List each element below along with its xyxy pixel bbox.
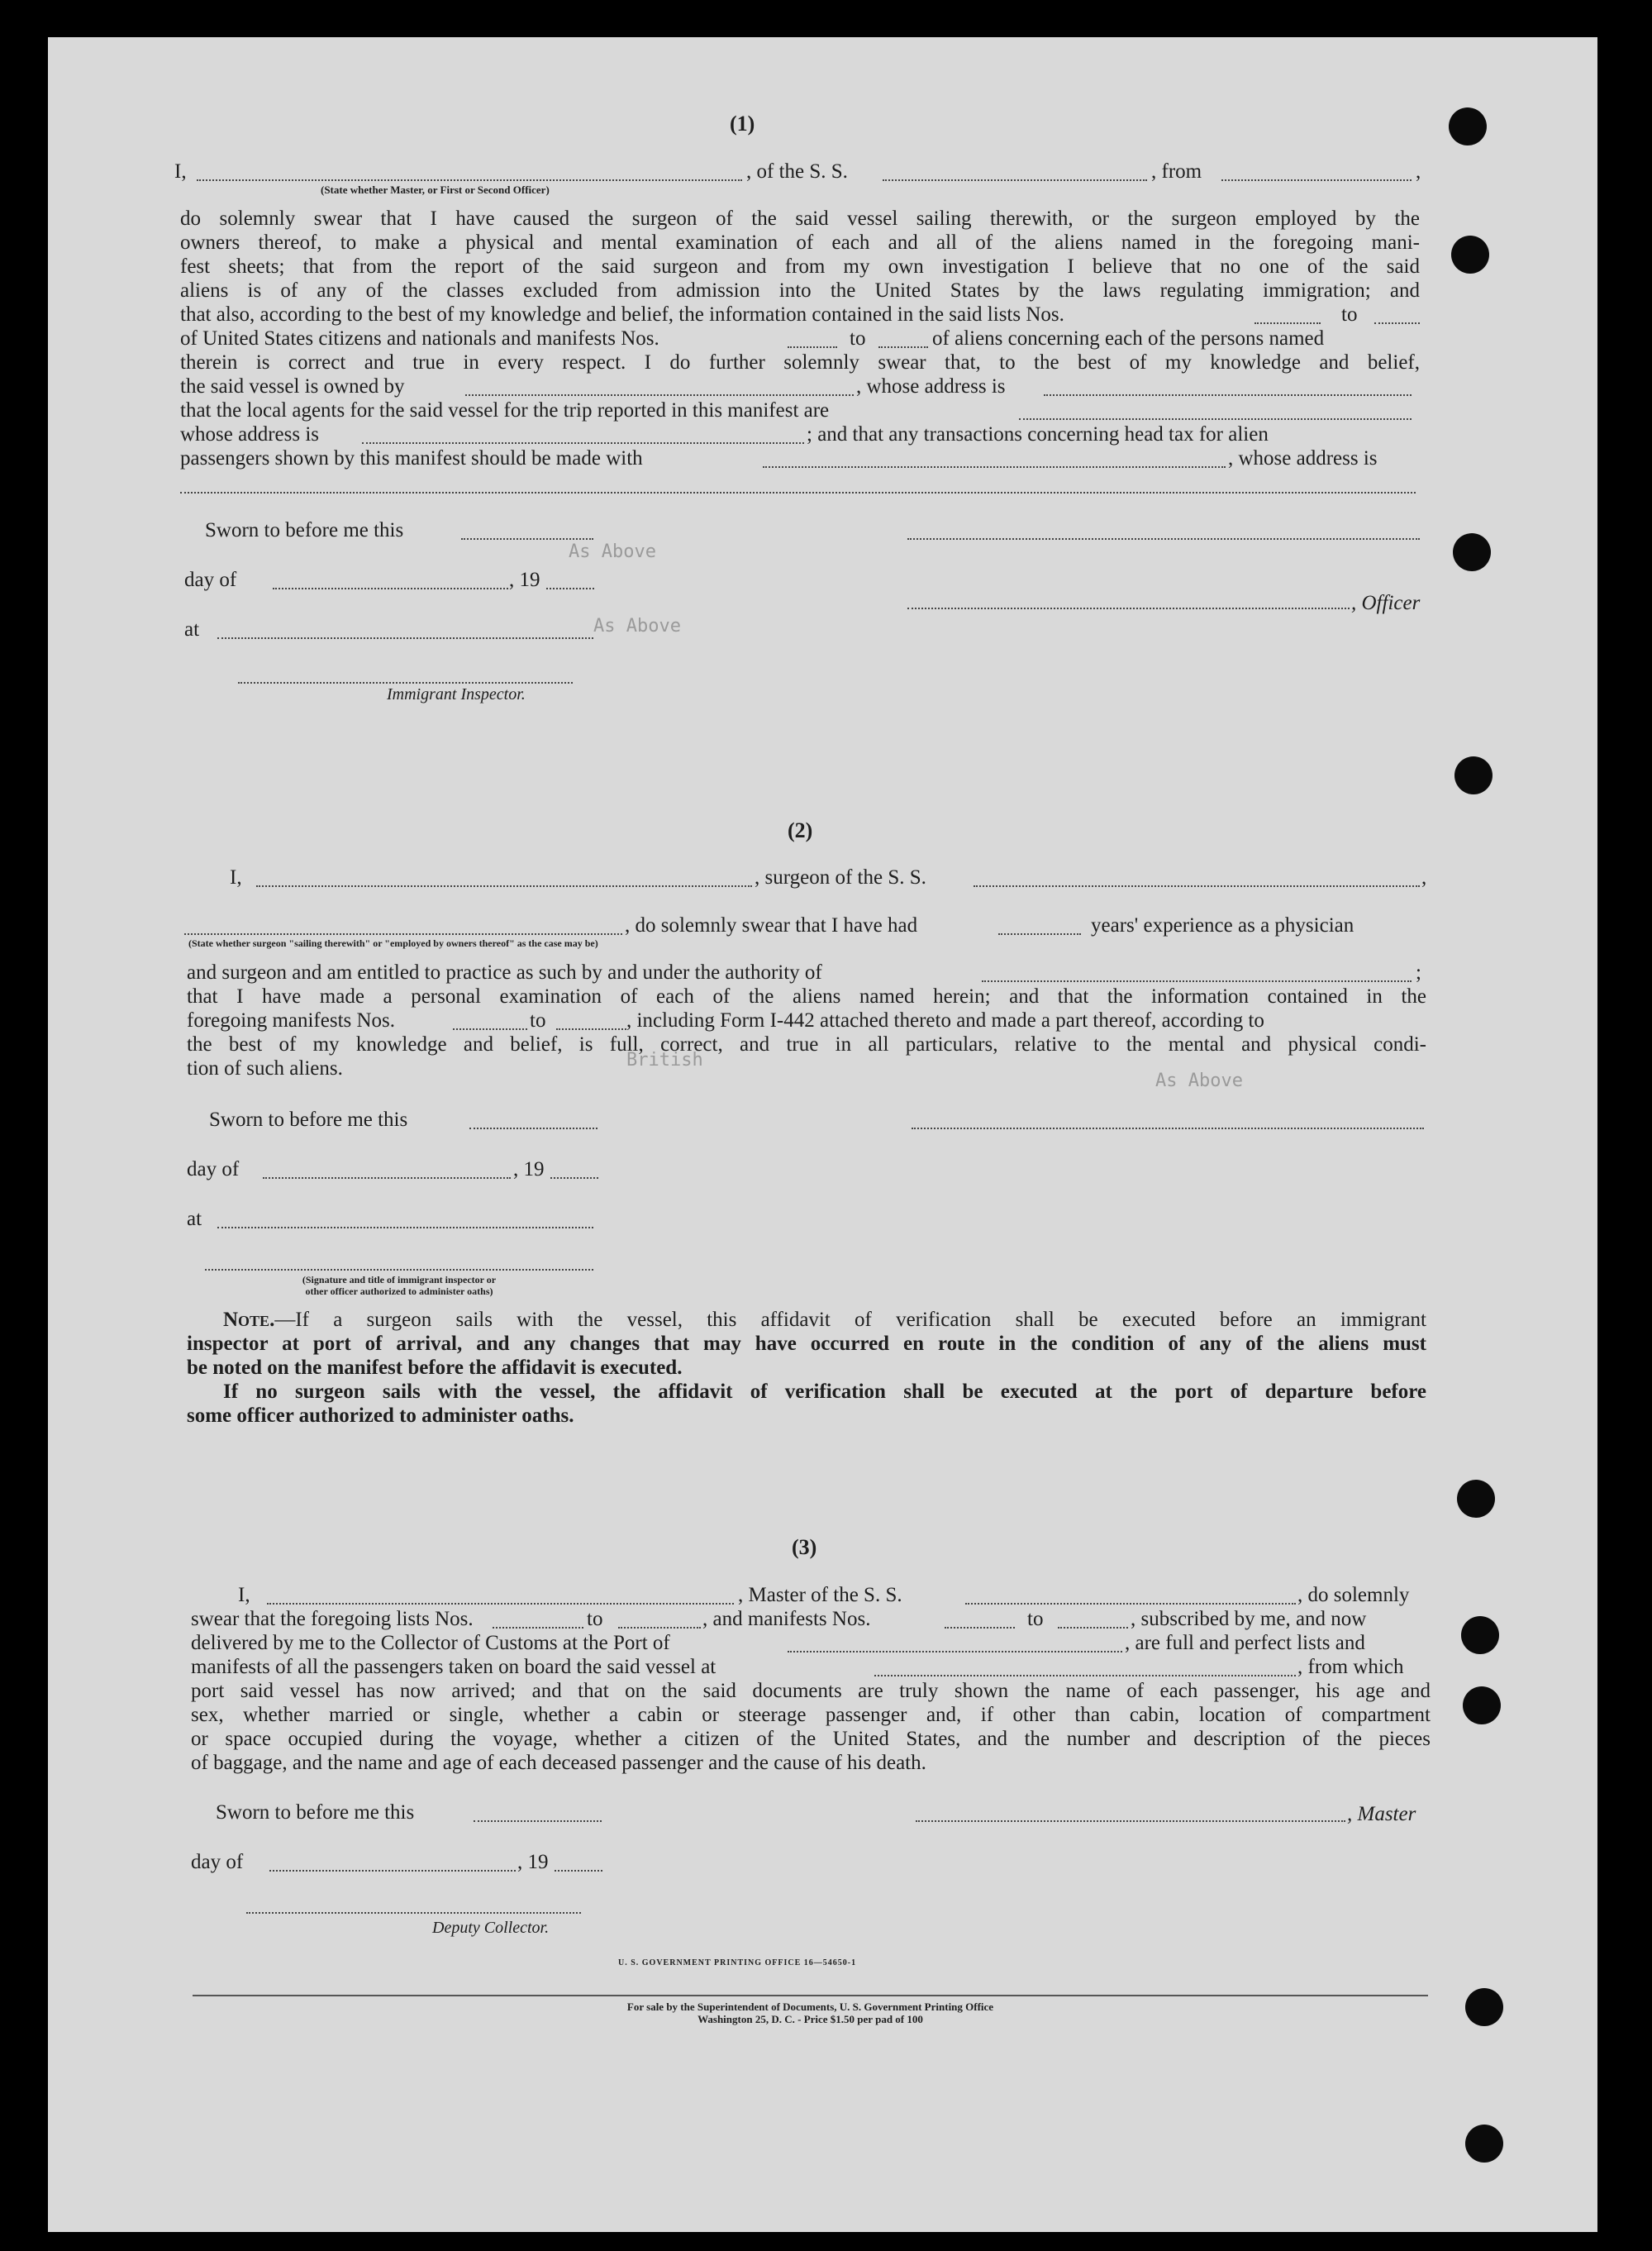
surgeon-signature-line[interactable] bbox=[912, 1128, 1424, 1129]
vessel-name-field[interactable] bbox=[883, 179, 1147, 181]
sworn-day-field[interactable] bbox=[474, 1820, 602, 1822]
sworn-label: Sworn to before me this bbox=[205, 519, 404, 541]
master-vessel-field[interactable] bbox=[965, 1603, 1296, 1605]
at-label: at bbox=[187, 1208, 202, 1230]
officer-signature-line-2[interactable] bbox=[907, 608, 1350, 609]
surgeon-name-field[interactable] bbox=[256, 885, 752, 887]
bleed-through-text: As Above bbox=[569, 541, 656, 562]
punch-hole bbox=[1465, 2125, 1503, 2163]
including-text: , including Form I-442 attached thereto and made a part thereof, according to bbox=[626, 1009, 1264, 1032]
note-label: Note. bbox=[223, 1309, 275, 1331]
bleed-through-text: British bbox=[626, 1050, 703, 1071]
punch-hole bbox=[1461, 1616, 1499, 1654]
section-2-line1-mid: , surgeon of the S. S. bbox=[755, 866, 926, 889]
at-label: at bbox=[184, 618, 200, 641]
officer-signature-line-1[interactable] bbox=[907, 538, 1420, 540]
to-label: to bbox=[1027, 1608, 1044, 1630]
lists-from-field[interactable] bbox=[493, 1627, 583, 1629]
section-2-number: (2) bbox=[788, 818, 813, 842]
section-1-para-line: therein is correct and true in every respect. I do further solemnly swear that, to the best of my knowledge and belief, bbox=[180, 351, 1420, 374]
section-2-para-line: that I have made a personal examination of each of the aliens named herein; and that the information contained in the bbox=[187, 985, 1426, 1008]
from-which-text: , from which bbox=[1297, 1656, 1404, 1678]
section-3-para-line: sex, whether married or single, whether a cabin or steerage passenger and, if other than cabin, location of compartment bbox=[191, 1704, 1431, 1726]
full-perfect-text: , are full and perfect lists and bbox=[1125, 1632, 1365, 1654]
signature-caption-line: (Signature and title of immigrant inspector or bbox=[302, 1274, 497, 1285]
sworn-year-field[interactable] bbox=[550, 1177, 598, 1179]
whose-address-text: , whose address is bbox=[1228, 447, 1378, 470]
surgeon-manifest-from-field[interactable] bbox=[453, 1028, 527, 1030]
section-1-para-line: whose address is bbox=[180, 423, 320, 446]
to-label: to bbox=[587, 1608, 603, 1630]
day-of-label: day of bbox=[187, 1158, 240, 1180]
sworn-day-field[interactable] bbox=[469, 1128, 597, 1129]
section-2-line1-end: , bbox=[1421, 866, 1427, 889]
footer-divider bbox=[193, 1995, 1428, 1996]
sworn-year-field[interactable] bbox=[555, 1870, 602, 1872]
local-agents-field[interactable] bbox=[1019, 418, 1412, 420]
section-3-line1-start: I, bbox=[238, 1584, 250, 1606]
master-signature-line[interactable] bbox=[916, 1820, 1345, 1822]
sworn-place-field[interactable] bbox=[217, 1227, 593, 1228]
gpo-imprint: U. S. GOVERNMENT PRINTING OFFICE 16—54650-1 bbox=[618, 1958, 857, 1967]
surgeon-vessel-field[interactable] bbox=[974, 885, 1420, 887]
vessel-owner-field[interactable] bbox=[465, 394, 854, 396]
nineteen-label: , 19 bbox=[509, 569, 540, 591]
section-3-para-line: delivered by me to the Collector of Customs at the Port of bbox=[191, 1632, 670, 1654]
officer-name-field[interactable] bbox=[197, 179, 742, 181]
sworn-month-field[interactable] bbox=[269, 1870, 516, 1872]
section-1-line1-comma: , bbox=[1416, 160, 1421, 183]
to-label: to bbox=[530, 1009, 546, 1032]
section-1-para-line: the said vessel is owned by bbox=[180, 375, 405, 398]
day-of-label: day of bbox=[191, 1851, 244, 1873]
officer-caption: (State whether Master, or First or Second Officer) bbox=[321, 184, 550, 196]
section-1-para-line: passengers shown by this manifest should be made with bbox=[180, 447, 643, 470]
section-2-para-line: and surgeon and am entitled to practice as such by and under the authority of bbox=[187, 961, 822, 984]
section-3-para-line: manifests of all the passengers taken on board the said vessel at bbox=[191, 1656, 717, 1678]
alien-manifest-from-field[interactable] bbox=[788, 346, 837, 348]
manifests-to-field[interactable] bbox=[1058, 1627, 1128, 1629]
sworn-label: Sworn to before me this bbox=[209, 1109, 408, 1131]
whose-address-text: , whose address is bbox=[856, 375, 1006, 398]
punch-hole bbox=[1463, 1686, 1501, 1724]
owner-address-field[interactable] bbox=[1044, 394, 1412, 396]
manifests-from-field[interactable] bbox=[945, 1627, 1015, 1629]
section-2-line2-end: years' experience as a physician bbox=[1091, 914, 1354, 937]
agents-address-field[interactable] bbox=[362, 442, 804, 444]
punch-hole bbox=[1465, 1988, 1503, 2026]
day-of-label: day of bbox=[184, 569, 237, 591]
section-3-para-line: port said vessel has now arrived; and that on the said documents are truly shown the name of each passenger, his age and bbox=[191, 1680, 1431, 1702]
note-line: inspector at port of arrival, and any changes that may have occurred en route in the condition of any of the aliens must bbox=[187, 1333, 1426, 1355]
master-label: , Master bbox=[1347, 1803, 1416, 1825]
nineteen-label: , 19 bbox=[517, 1851, 549, 1873]
surgeon-manifest-to-field[interactable] bbox=[556, 1028, 626, 1030]
head-tax-text: ; and that any transactions concerning head tax for alien bbox=[807, 423, 1269, 446]
section-1-para-line: aliens is of any of the classes excluded from admission into the United States by the laws regulating immigration; and bbox=[180, 279, 1420, 302]
deputy-collector-label: Deputy Collector. bbox=[432, 1919, 550, 1937]
immigrant-inspector-label: Immigrant Inspector. bbox=[387, 685, 526, 703]
master-name-field[interactable] bbox=[267, 1603, 734, 1605]
sworn-place-field[interactable] bbox=[217, 637, 593, 639]
section-1-para-line: that the local agents for the said vessel for the trip reported in this manifest are bbox=[180, 399, 830, 422]
sworn-label: Sworn to before me this bbox=[216, 1801, 415, 1824]
punch-hole bbox=[1449, 107, 1487, 145]
note-line: be noted on the manifest before the affidavit is executed. bbox=[187, 1357, 683, 1379]
section-3-para-line: swear that the foregoing lists Nos. bbox=[191, 1608, 474, 1630]
bleed-through-text: As Above bbox=[1155, 1071, 1243, 1091]
sale-notice-line: For sale by the Superintendent of Documents, U. S. Government Printing Office bbox=[626, 2001, 994, 2013]
section-2-line2-mid: , do solemnly swear that I have had bbox=[625, 914, 918, 937]
section-3-number: (3) bbox=[792, 1535, 817, 1559]
punch-hole bbox=[1451, 236, 1489, 274]
punch-hole bbox=[1457, 1480, 1495, 1518]
citizen-list-from-field[interactable] bbox=[1254, 322, 1321, 324]
sworn-day-field[interactable] bbox=[461, 538, 593, 540]
of-aliens-text: of aliens concerning each of the persons named bbox=[932, 327, 1325, 350]
head-tax-address-field[interactable] bbox=[180, 492, 1416, 494]
section-3-line1-mid: , Master of the S. S. bbox=[738, 1584, 902, 1606]
lists-to-field[interactable] bbox=[618, 1627, 701, 1629]
inspector-signature-line[interactable] bbox=[205, 1269, 593, 1271]
manifest-page bbox=[48, 37, 1597, 2232]
surgeon-caption: (State whether surgeon "sailing therewith" or "employed by owners thereof" as the case may be) bbox=[188, 937, 598, 949]
surgeon-status-field[interactable] bbox=[184, 933, 622, 935]
section-1-para-line: that also, according to the best of my knowledge and belief, the information contained in the said lists Nos. bbox=[180, 303, 1064, 326]
section-3-line1-end: , do solemnly bbox=[1297, 1584, 1410, 1606]
to-label: to bbox=[850, 327, 866, 350]
to-label: to bbox=[1341, 303, 1358, 326]
note-line: If no surgeon sails with the vessel, the affidavit of verification shall be executed at the port of departure before bbox=[223, 1381, 1426, 1403]
boarding-port-field[interactable] bbox=[874, 1675, 1296, 1676]
and-manifests-text: , and manifests Nos. bbox=[702, 1608, 871, 1630]
bleed-through-text: As Above bbox=[593, 616, 681, 637]
section-2-para-line: tion of such aliens. bbox=[187, 1057, 343, 1080]
note-line-1 bbox=[187, 1308, 1426, 1333]
section-1-line1-start: I, bbox=[174, 160, 187, 183]
section-2-para-line: the best of my knowledge and belief, is full, correct, and true in all particulars, relative to the mental and physical condi- bbox=[187, 1033, 1426, 1056]
sale-notice-line: Washington 25, D. C. - Price $1.50 per pad of 100 bbox=[697, 2013, 923, 2025]
section-1-para-line: of United States citizens and nationals and manifests Nos. bbox=[180, 327, 659, 350]
section-1-para-line: fest sheets; that from the report of the said surgeon and from my own investigation I believe that no one of the said bbox=[180, 255, 1420, 278]
officer-label: , Officer bbox=[1351, 592, 1421, 614]
signature-caption-line: other officer authorized to administer oaths) bbox=[305, 1285, 493, 1297]
head-tax-party-field[interactable] bbox=[763, 466, 1226, 468]
note-text: —If a surgeon sails with the vessel, this affidavit of verification shall be executed before an immigrant bbox=[274, 1309, 1426, 1331]
section-1-line1-mid: , of the S. S. bbox=[746, 160, 848, 183]
citizen-list-to-field[interactable] bbox=[1374, 322, 1420, 324]
deputy-signature-line[interactable] bbox=[246, 1912, 581, 1914]
sworn-month-field[interactable] bbox=[273, 588, 508, 589]
practice-authority-field[interactable] bbox=[982, 980, 1412, 982]
alien-manifest-to-field[interactable] bbox=[878, 346, 928, 348]
section-1-para-line: do solemnly swear that I have caused the surgeon of the said vessel sailing therewith, or the surgeon employed by the bbox=[180, 207, 1420, 230]
section-2-line1-start: I, bbox=[230, 866, 242, 889]
punch-hole bbox=[1453, 533, 1491, 571]
years-experience-field[interactable] bbox=[998, 933, 1081, 935]
collector-port-field[interactable] bbox=[788, 1651, 1122, 1652]
section-2-para-line: foregoing manifests Nos. bbox=[187, 1009, 396, 1032]
note-line: some officer authorized to administer oaths. bbox=[187, 1404, 574, 1427]
nineteen-label: , 19 bbox=[513, 1158, 545, 1180]
section-3-para-line: or space occupied during the voyage, whether a citizen of the United States, and the number and description of the pieces bbox=[191, 1728, 1431, 1750]
subscribed-text: , subscribed by me, and now bbox=[1131, 1608, 1367, 1630]
section-1-line1-end: , from bbox=[1151, 160, 1202, 183]
semicolon: ; bbox=[1416, 961, 1421, 984]
sworn-month-field[interactable] bbox=[263, 1177, 511, 1179]
punch-hole bbox=[1454, 756, 1493, 794]
section-3-para-line: of baggage, and the name and age of each deceased passenger and the cause of his death. bbox=[191, 1752, 926, 1774]
departure-port-field[interactable] bbox=[1221, 179, 1412, 181]
section-1-para-line: owners thereof, to make a physical and mental examination of each and all of the aliens named in the foregoing mani- bbox=[180, 231, 1420, 254]
sworn-year-field[interactable] bbox=[546, 588, 594, 589]
section-1-number: (1) bbox=[730, 112, 755, 136]
